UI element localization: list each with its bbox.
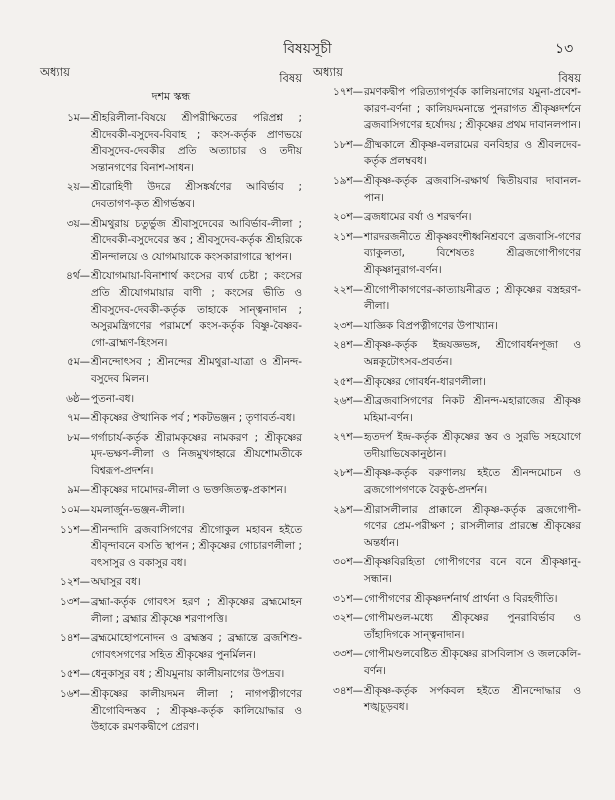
toc-entry — [40, 268, 302, 351]
chapter-number: ৬ষ্ঠ— — [66, 392, 90, 405]
chapter-number: ২য়— — [66, 181, 90, 194]
chapter-subject: যমলার্জুন-ভঞ্জন-লীলা। — [91, 504, 185, 517]
chapter-number: ৩৪শ— — [332, 684, 363, 697]
chapter-number: ৭ম— — [67, 412, 90, 425]
chapter-subject: অঘাসুর বধ। — [91, 576, 141, 589]
toc-entry — [313, 337, 581, 370]
section-heading: দশম স্কন্ধ — [151, 90, 191, 103]
chapter-subject: গোপীগণের শ্রীকৃষ্ণদর্শনার্থ প্রার্থনা ও বিরহগীতি। — [364, 592, 558, 605]
toc-entry — [313, 282, 581, 315]
toc-entry — [313, 646, 581, 679]
chapter-subject: গর্গাচার্য-কর্তৃক শ্রীরামকৃষ্ণের নামকরণ ; শ্রীকৃষ্ণের মৃদ-ভক্ষণ-লীলা ও নিজমুখগহ্বরে শ্রীযশোমতীকে বিশ্বরূপ-প্রদর্শন। — [91, 431, 302, 477]
chapter-subject: ধেনুকাসুর বধ ; শ্রীযমুনায় কালীয়নাগের উপদ্রব। — [91, 668, 285, 681]
chapter-subject: শ্রীকৃষ্ণের ঔত্থানিক পর্ব ; শকটভঞ্জন ; তৃণাবর্ত-বধ। — [91, 412, 296, 425]
chapter-number: ২৯শ— — [332, 503, 363, 516]
toc-entry — [313, 229, 581, 279]
chapter-subject: শ্রীনন্দাদি ব্রজবাসিগণের শ্রীগোকুল মহাবন হইতে শ্রীবৃন্দাবনে বসতি স্থাপন ; শ্রীকৃষ্ণের গোচারণলীলা ; বৎসাসুর ও বকাসুর বধ। — [91, 523, 302, 569]
toc-entry — [40, 666, 302, 683]
chapter-subject: শ্রীকৃষ্ণের দামোদর-লীলা ও ভক্তজিতত্ব-প্রকাশন। — [91, 484, 287, 497]
chapter-subject: ব্রজধামের বর্ষা ও শরদ্বর্ণন। — [364, 211, 472, 224]
toc-entry — [40, 502, 302, 519]
chapter-number: ৩০শ— — [332, 556, 363, 569]
chapter-number: ২২শ— — [332, 283, 363, 296]
toc-entry — [313, 683, 581, 716]
chapter-number: ১০ম— — [60, 504, 90, 517]
toc-entry — [313, 554, 581, 587]
chapter-number: ২৬শ— — [332, 395, 363, 408]
toc-entry — [40, 686, 302, 736]
chapter-number: ১৬শ— — [59, 688, 90, 700]
page-number: ১৩ — [555, 41, 574, 57]
toc-entry — [40, 522, 302, 572]
chapter-subject: শ্রীগোপীকাগণের-কাত্যায়নীব্রত ; শ্রীকৃষ্ণের বস্ত্রহরণ-লীলা। — [364, 283, 581, 313]
toc-entry — [40, 354, 302, 387]
chapter-subject: শ্রীকৃষ্ণ-কর্তৃক ইন্দ্রযজ্ঞভঙ্গ, শ্রীগোবর্ধনপূজা ও অন্নকূটোৎসব-প্রবর্তন। — [364, 339, 581, 368]
chapter-number: ৪র্থ— — [66, 270, 90, 283]
chapter-subject: গোপীমণ্ডল-মধ্যে শ্রীকৃষ্ণের পুনরাবির্ভাব ও তাঁহাদিগকে সান্ত্বনাদান। — [364, 612, 581, 641]
right-entries — [313, 84, 581, 716]
toc-entry — [40, 630, 302, 663]
chapter-subject: যাজ্ঞিক বিপ্রপত্নীগণের উপাখ্যান। — [364, 319, 498, 332]
chapter-number: ১৯শ— — [332, 174, 363, 187]
chapter-number: ১৭শ— — [332, 86, 363, 98]
chapter-subject: শ্রীমথুরায় চতুর্ভুজ শ্রীবাসুদেবের আবির্ভাব-লীলা ; শ্রীদেবকী-বসুদেবের স্তব ; শ্রীবসুদেব-কর্তৃক শ্রীহরিকে শ্রীনন্দালয়ে ও যোগমায়াকে কংসকারাগারে স্থাপন। — [91, 217, 302, 263]
chapter-subject: রমণকদ্বীপ পরিত্যাগপূর্বক কালিয়নাগের যমুনা-প্রবেশ-কারণ-বর্ণনা ; কালিয়দমনান্তে পুনরাগত শ্রীকৃষ্ণদর্শনে ব্রজবাসিগণের হর্ষোদয় ; শ্রীকৃষ্ণের প্রথম দাবানলপান। — [364, 86, 581, 132]
chapter-number: ২৫শ— — [332, 375, 363, 388]
toc-entry — [313, 502, 581, 552]
chapter-subject: ব্রহ্মা-কর্তৃক গোবৎস হরণ ; শ্রীকৃষ্ণের ব্রহ্মমোহন লীলা ; ব্রহ্মার শ্রীকৃষ্ণে শরণাপত্তি। — [91, 596, 302, 625]
toc-entry — [40, 216, 302, 266]
chapter-number: ৩৩শ— — [332, 648, 363, 661]
subject-heading: বিষয় — [558, 71, 581, 85]
toc-entry — [313, 610, 581, 643]
toc-entry — [40, 410, 302, 427]
subject-heading: বিষয় — [279, 71, 302, 85]
toc-entry — [40, 482, 302, 499]
toc-entry — [313, 84, 581, 134]
chapter-subject: শ্রীকৃষ্ণের গোবর্ধন-ধারণলীলা। — [364, 375, 486, 388]
chapter-subject: শ্রীরোহিণী উদরে শ্রীসঙ্কর্ষণের আবির্ভাব ; দেবতাগণ-কৃত শ্রীগর্ভস্তব। — [91, 181, 302, 210]
chapter-subject: হৃতদর্প ইন্দ্র-কর্তৃক শ্রীকৃষ্ণের স্তব ও সুরভি সহযোগে তদীয়াভিষেকানুষ্ঠান। — [364, 431, 581, 460]
chapter-heading: অধ্যায় — [40, 65, 70, 79]
chapter-subject: শ্রীকৃষ্ণ-কর্তৃক সর্পকবল হইতে শ্রীনন্দোদ্ধার ও শঙ্খচূড়বধ। — [364, 684, 581, 714]
toc-entry — [40, 574, 302, 591]
toc-entry — [40, 430, 302, 480]
toc-entry — [313, 591, 581, 608]
chapter-number: ৮ম— — [67, 431, 90, 444]
chapter-number: ১৪শ— — [59, 632, 90, 645]
toc-entry — [313, 374, 581, 391]
chapter-subject: গোপীমণ্ডলবেষ্টিত শ্রীকৃষ্ণের রাসবিলাস ও জলকেলি-বর্ণন। — [364, 648, 581, 677]
chapter-number: ২৩শ— — [332, 319, 363, 332]
chapter-number: ১৫শ— — [59, 668, 90, 681]
toc-entry — [40, 110, 302, 176]
toc-entry — [313, 429, 581, 462]
chapter-number: ২০শ— — [332, 211, 363, 224]
toc-entry — [313, 318, 581, 335]
toc-entry — [40, 594, 302, 627]
chapter-subject: শ্রীকৃষ্ণবিরহিতা গোপীগণের বনে বনে শ্রীকৃষ্ণানু-সন্ধান। — [364, 556, 581, 586]
toc-entry — [40, 391, 302, 408]
chapter-number: ৩য়— — [66, 217, 90, 230]
chapter-number: ২৮শ— — [332, 467, 363, 480]
chapter-subject: ব্রহ্মমোহোপনোদন ও ব্রহ্মস্তব ; ব্রহ্মান্তে ব্রজশিশু-গোবৎসগণের সহিত শ্রীকৃষ্ণের পুনর্মিলন। — [91, 632, 302, 661]
chapter-subject: শ্রীহরিলীলা-বিষয়ে শ্রীপরীক্ষিতের পরিপ্রশ্ন ; শ্রীদেবকী-বসুদেব-বিবাহ ; কংস-কর্তৃক প্রাণভয়ে শ্রীবসুদেব-দেবকীর প্রতি অত্যাচার ও তদীয় সন্তানগণের বিনাশ-সাধন। — [91, 112, 302, 174]
left-column — [40, 64, 302, 739]
chapter-subject: পুতনা-বধ। — [91, 392, 135, 405]
chapter-number: ৫ম— — [67, 356, 90, 369]
page-title: বিষয়সূচী — [283, 41, 332, 57]
left-column-header — [40, 64, 302, 84]
chapter-subject: শ্রীযোগমায়া-বিনাশার্থ কংসের ব্যর্থ চেষ্টা ; কংসের প্রতি শ্রীযোগমায়ার বাণী ; কংসের ভীতি ও শ্রীবসুদেব-দেবকী-কর্তৃক তাহাকে সান্ত্বনাদান ; অসুরমন্ত্রিগণের পরামর্শে কংস-কর্তৃক বিষ্ণু-বৈষ্ণব-গো-ব্রাহ্মণ-হিংসন। — [91, 270, 302, 349]
chapter-number: ১ম— — [67, 112, 90, 124]
toc-entry — [313, 173, 581, 206]
chapter-number: ১১শ— — [59, 523, 90, 536]
toc-entry — [313, 137, 581, 170]
toc-entry — [313, 209, 581, 226]
chapter-number: ৩২শ— — [332, 612, 363, 625]
chapter-number: ১৮শ— — [332, 138, 363, 151]
chapter-subject: শ্রীকৃষ্ণ-কর্তৃক বরুণালয় হইতে শ্রীনন্দমোচন ও ব্রজগোপগণকে বৈকুণ্ঠ-প্রদর্শন। — [364, 467, 581, 497]
chapter-subject: শারদরজনীতে শ্রীকৃষ্ণবংশীধ্বনিশ্রবণে ব্রজবাসি-গণের ব্যাকুলতা, বিশেষতঃ শ্রীব্রজগোপীগণের শ্রীকৃষ্ণানুরাগ-বর্ণন। — [364, 230, 581, 276]
chapter-subject: শ্রীরাসলীলার প্রাক্কালে শ্রীকৃষ্ণ-কর্তৃক ব্রজগোপী-গণের প্রেম-পরীক্ষণ ; রাসলীলার প্রারম্ভে শ্রীকৃষ্ণের অন্তর্ধান। — [364, 503, 581, 549]
chapter-number: ২১শ— — [332, 230, 363, 243]
chapter-number: ৩১শ— — [332, 592, 363, 605]
right-column-header — [313, 64, 581, 84]
chapter-subject: শ্রীকৃষ্ণ-কর্তৃক ব্রজবাসি-রক্ষার্থ দ্বিতীয়বার দাবানল-পান। — [364, 174, 581, 204]
chapter-subject: শ্রীনন্দোৎসব ; শ্রীনন্দের শ্রীমথুরা-যাত্রা ও শ্রীনন্দ-বসুদেব মিলন। — [91, 356, 302, 385]
chapter-number: ২৭শ— — [332, 431, 363, 444]
left-entries — [40, 110, 302, 736]
chapter-subject: গ্রীষ্মকালে শ্রীকৃষ্ণ-বলরামের বনবিহার ও শ্রীবলদেব-কর্তৃক প্রলম্ববধ। — [364, 138, 581, 168]
chapter-number: ২৪শ— — [332, 339, 363, 352]
chapter-number: ১২শ— — [59, 576, 90, 589]
chapter-heading: অধ্যায় — [313, 65, 343, 79]
toc-entry — [313, 393, 581, 426]
toc-entry — [40, 179, 302, 212]
chapter-number: ৯ম— — [67, 484, 90, 497]
chapter-number: ১৩শ— — [59, 596, 90, 609]
toc-entry — [313, 465, 581, 498]
right-column — [313, 64, 581, 719]
chapter-subject: শ্রীকৃষ্ণের কালীয়দমন লীলা ; নাগপত্নীগণের শ্রীগোবিন্দস্তব ; শ্রীকৃষ্ণ-কর্তৃক কালিয়োদ্ধার ও উহাকে রমণকদ্বীপে প্রেরণ। — [91, 688, 302, 734]
chapter-subject: শ্রীব্রজবাসিগণের নিকট শ্রীনন্দ-মহারাজের শ্রীকৃষ্ণ মহিমা-বর্ণন। — [364, 395, 581, 424]
